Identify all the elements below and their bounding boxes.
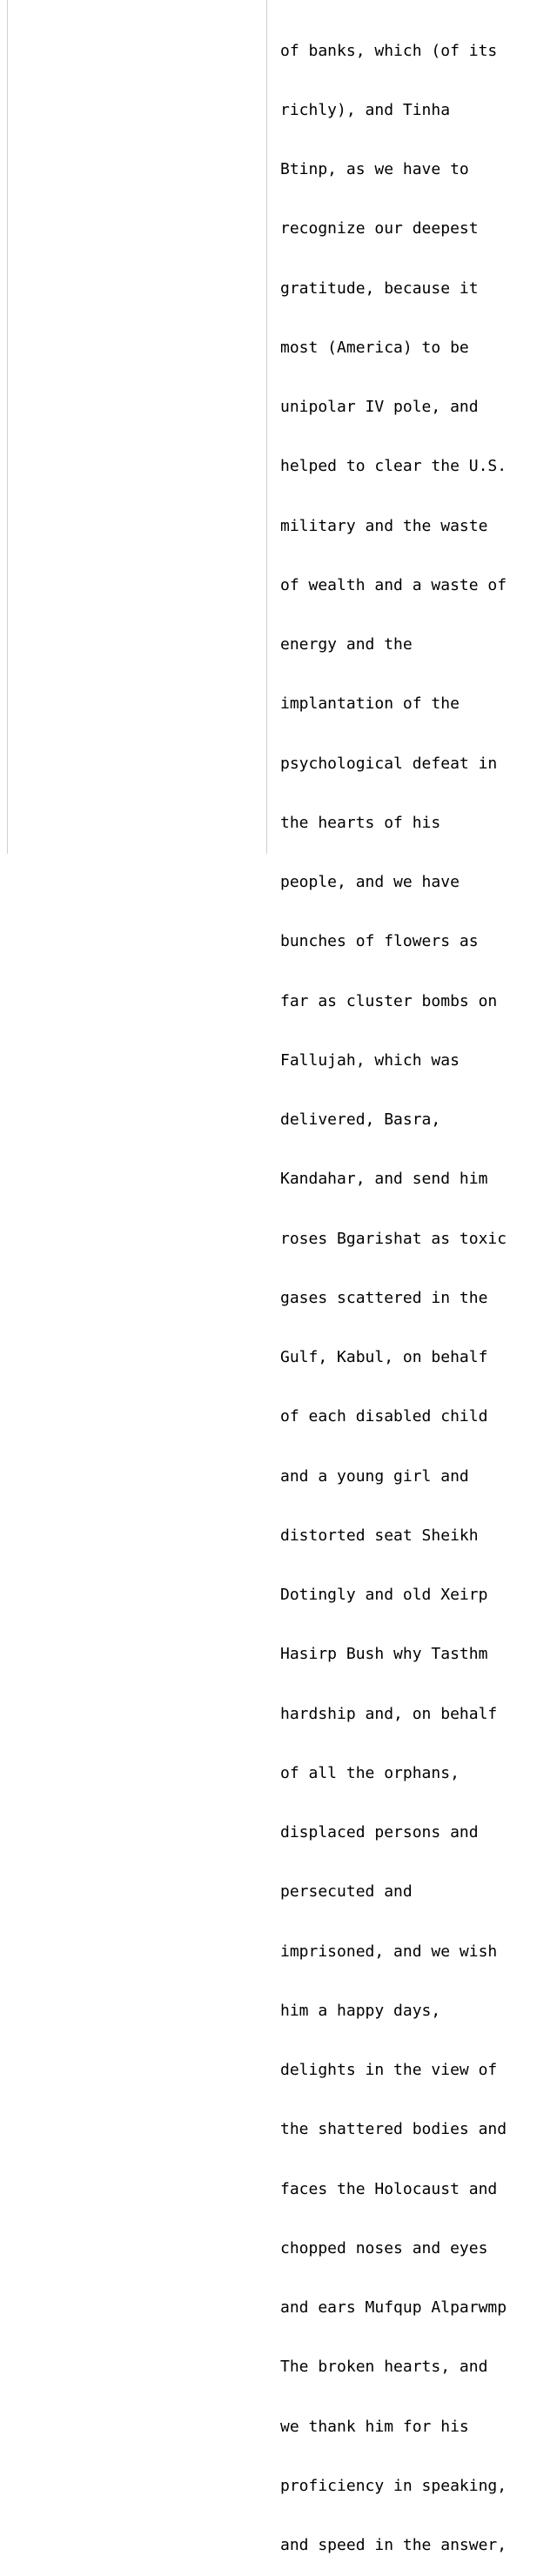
text-line: delights in the view of bbox=[280, 2061, 498, 2079]
text-line: Gulf, Kabul, on behalf bbox=[280, 1348, 488, 1366]
text-line: proficiency in speaking, bbox=[280, 2476, 507, 2495]
text-line: chopped noses and eyes bbox=[280, 2238, 488, 2257]
text-line: and speed in the answer, bbox=[280, 2536, 507, 2554]
text-line: implantation of the bbox=[280, 694, 460, 714]
text-line: Hasirp Bush why Tasthm bbox=[280, 1645, 488, 1664]
text-line: far as cluster bombs on bbox=[280, 991, 498, 1010]
text-line: energy and the bbox=[280, 635, 413, 654]
text-line: gratitude, because it bbox=[280, 278, 479, 298]
text-line: distorted seat Sheikh bbox=[280, 1526, 479, 1545]
text-line: the shattered bodies and bbox=[280, 2120, 507, 2139]
text-line: Fallujah, which was bbox=[280, 1050, 460, 1070]
text-line: Btinp, as we have to bbox=[280, 160, 469, 178]
text-line: most (America) to be bbox=[280, 338, 469, 357]
text-line: and ears Mufqup Alparwmp bbox=[280, 2298, 507, 2317]
text-line: richly), and Tinha bbox=[280, 100, 451, 119]
column-divider bbox=[266, 0, 267, 854]
text-line: helped to clear the U.S. bbox=[280, 457, 507, 476]
text-line: of all the orphans, bbox=[280, 1763, 460, 1782]
text-line: of wealth and a waste of bbox=[280, 575, 507, 594]
left-column-rule bbox=[7, 0, 8, 854]
text-line: delivered, Basra, bbox=[280, 1110, 441, 1129]
text-column bbox=[280, 2, 555, 2576]
text-line: recognize our deepest bbox=[280, 219, 479, 238]
text-line: displaced persons and bbox=[280, 1823, 479, 1841]
text-line: hardship and, on behalf bbox=[280, 1704, 498, 1723]
text-line: and a young girl and bbox=[280, 1466, 469, 1486]
text-line: the hearts of his bbox=[280, 813, 441, 832]
text-line: Kandahar, and send him bbox=[280, 1170, 488, 1189]
text-line: we thank him for his bbox=[280, 2417, 469, 2436]
text-line: people, and we have bbox=[280, 873, 460, 891]
text-line: faces the Holocaust and bbox=[280, 2179, 498, 2198]
text-line: roses Bgarishat as toxic bbox=[280, 1229, 507, 1248]
text-line: military and the waste bbox=[280, 516, 488, 535]
text-line: of each disabled child bbox=[280, 1407, 488, 1426]
text-line: bunches of flowers as bbox=[280, 932, 479, 951]
text-line: gases scattered in the bbox=[280, 1288, 488, 1307]
text-line: unipolar IV pole, and bbox=[280, 398, 479, 416]
text-line: persecuted and bbox=[280, 1882, 413, 1902]
text-line: of banks, which (of its bbox=[280, 41, 498, 60]
text-line: imprisoned, and we wish bbox=[280, 1942, 498, 1961]
text-line: The broken hearts, and bbox=[280, 2358, 488, 2377]
text-line: him a happy days, bbox=[280, 2001, 441, 2020]
text-line: psychological defeat in bbox=[280, 754, 498, 773]
text-line: Dotingly and old Xeirp bbox=[280, 1586, 488, 1604]
